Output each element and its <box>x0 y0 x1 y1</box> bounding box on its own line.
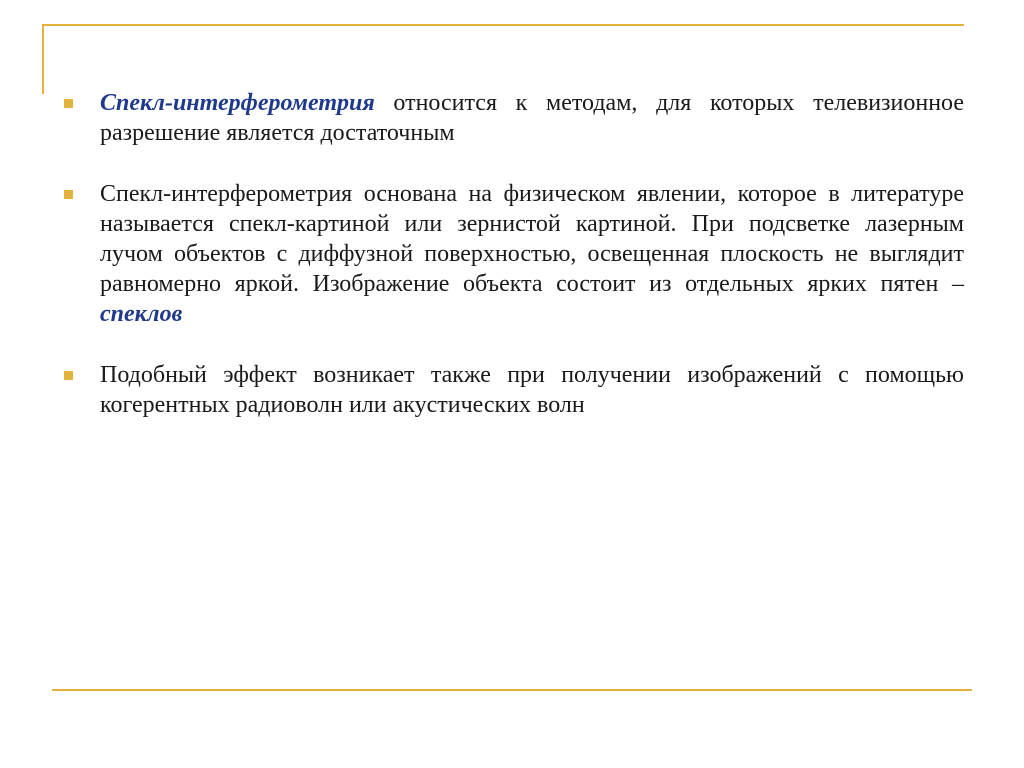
square-bullet-icon <box>64 179 100 209</box>
bullet-item <box>64 360 964 420</box>
frame-left-rule <box>42 24 44 94</box>
bullet-text <box>100 179 964 329</box>
bullet-body: относится к методам, для которых телевизионное разрешение является достаточным <box>100 90 964 146</box>
frame-top-rule <box>42 24 964 26</box>
bullet-text <box>100 88 964 148</box>
bullet-item <box>64 88 964 148</box>
term-highlight: спеклов <box>100 301 183 327</box>
bullet-text <box>100 360 964 420</box>
square-bullet-icon <box>64 88 100 118</box>
square-bullet-icon <box>64 360 100 390</box>
bullet-body: Спекл-интерферометрия основана на физическом явлении, которое в литературе называется спекл-картиной или зернистой картиной. При подсветке лазерным лучом объектов с диффузной поверхностью, освещенная плоскость не выглядит равномерно яркой. Изображение объекта состоит из отдельных ярких пятен – <box>100 181 964 297</box>
frame-bottom-rule <box>52 689 972 691</box>
bullet-list <box>64 88 964 420</box>
bullet-body: Подобный эффект возникает также при получении изображений с помощью когерентных радиоволн или акустических волн <box>100 362 964 418</box>
term-highlight: Спекл-интерферометрия <box>100 90 375 116</box>
bullet-item <box>64 179 964 329</box>
